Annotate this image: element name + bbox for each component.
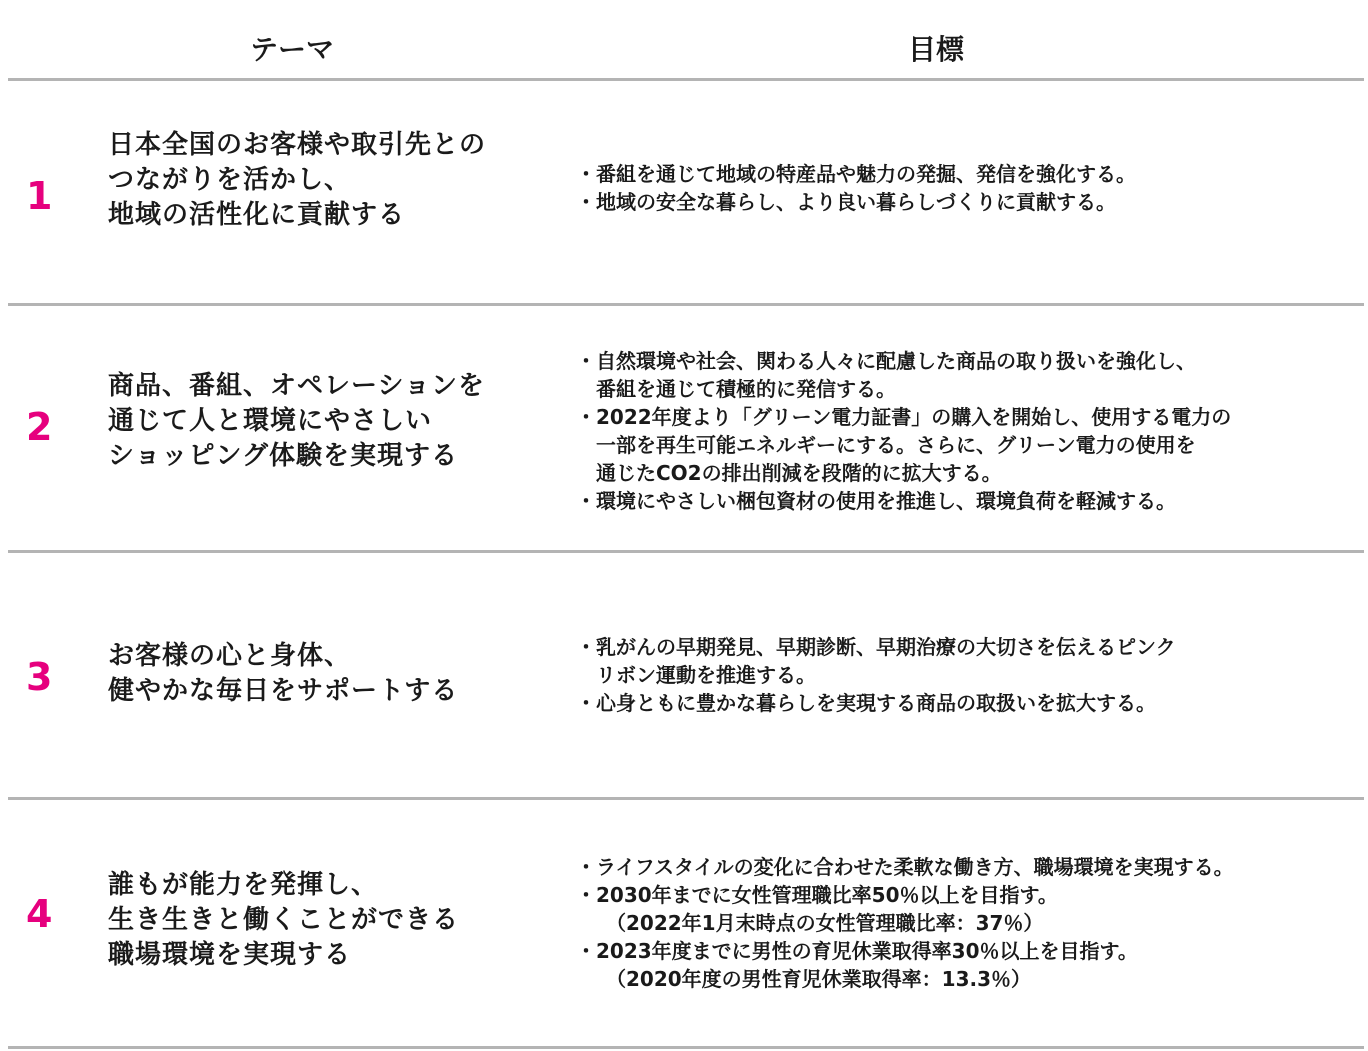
goal-line: 一部を再生可能エネルギーにする。さらに、グリーン電力の使用を — [596, 433, 1196, 457]
theme-line: お客様の心と身体、 — [108, 641, 352, 671]
row-theme — [108, 868, 459, 973]
goal-line: ・ライフスタイルの変化に合わせた柔軟な働き方、職場環境を実現する。 — [576, 855, 1234, 879]
theme-line: 通じて人と環境にやさしい — [108, 406, 433, 436]
row-goals — [576, 633, 1176, 717]
goal-line: ・2023年度までに男性の育児休業取得率30％以上を目指す。 — [576, 939, 1138, 963]
table-row — [0, 800, 1368, 1045]
goal-line: リボン運動を推進する。 — [596, 663, 816, 687]
theme-line: 日本全国のお客様や取引先との — [108, 130, 487, 160]
goal-line: 番組を通じて積極的に発信する。 — [596, 377, 896, 401]
goal-line: ・番組を通じて地域の特産品や魅力の発掘、発信を強化する。 — [576, 162, 1136, 186]
theme-column-header: テーマ — [250, 33, 335, 66]
theme-line: 地域の活性化に貢献する — [108, 200, 406, 230]
row-divider — [8, 1046, 1364, 1049]
theme-line: 商品、番組、オペレーションを — [108, 371, 485, 401]
row-number: 3 — [26, 655, 53, 699]
row-number: 1 — [26, 174, 53, 218]
goal-column-header: 目標 — [908, 33, 965, 66]
row-theme — [108, 128, 486, 233]
row-number: 4 — [26, 892, 53, 936]
table-row — [0, 553, 1368, 797]
table-row — [0, 81, 1368, 303]
theme-line: ショッピング体験を実現する — [108, 441, 458, 471]
goal-line: ・2022年度より「グリーン電力証書」の購入を開始し、使用する電力の — [576, 405, 1232, 429]
theme-line: 生き生きと働くことができる — [108, 905, 460, 935]
goal-line: ・地域の安全な暮らし、より良い暮らしづくりに貢献する。 — [576, 190, 1116, 214]
row-theme — [108, 369, 485, 474]
theme-line: 健やかな毎日をサポートする — [108, 676, 459, 706]
row-goals — [576, 347, 1231, 515]
theme-line: 誰もが能力を発揮し、 — [108, 870, 379, 900]
goal-line: ・心身ともに豊かな暮らしを実現する商品の取扱いを拡大する。 — [576, 691, 1156, 715]
theme-line: つながりを活かし、 — [108, 165, 352, 195]
goal-line: ・2030年までに女性管理職比率50％以上を目指す。 — [576, 883, 1058, 907]
goal-line: 通じたCO2の排出削減を段階的に拡大する。 — [596, 461, 1002, 485]
goal-line: ・環境にやさしい梱包資材の使用を推進し、環境負荷を軽減する。 — [576, 489, 1176, 513]
goal-line: ・乳がんの早期発見、早期診断、早期治療の大切さを伝えるピンク — [576, 635, 1176, 659]
goal-line: （2022年1月末時点の女性管理職比率：37％） — [606, 911, 1044, 935]
row-goals — [576, 160, 1136, 216]
table-row — [0, 306, 1368, 550]
row-goals — [576, 853, 1234, 993]
row-number: 2 — [26, 405, 53, 449]
theme-line: 職場環境を実現する — [108, 940, 352, 970]
row-theme — [108, 639, 458, 709]
goal-line: ・自然環境や社会、関わる人々に配慮した商品の取り扱いを強化し、 — [576, 349, 1196, 373]
goal-line: （2020年度の男性育児休業取得率：13.3％） — [606, 967, 1032, 991]
table-header — [0, 0, 1368, 80]
